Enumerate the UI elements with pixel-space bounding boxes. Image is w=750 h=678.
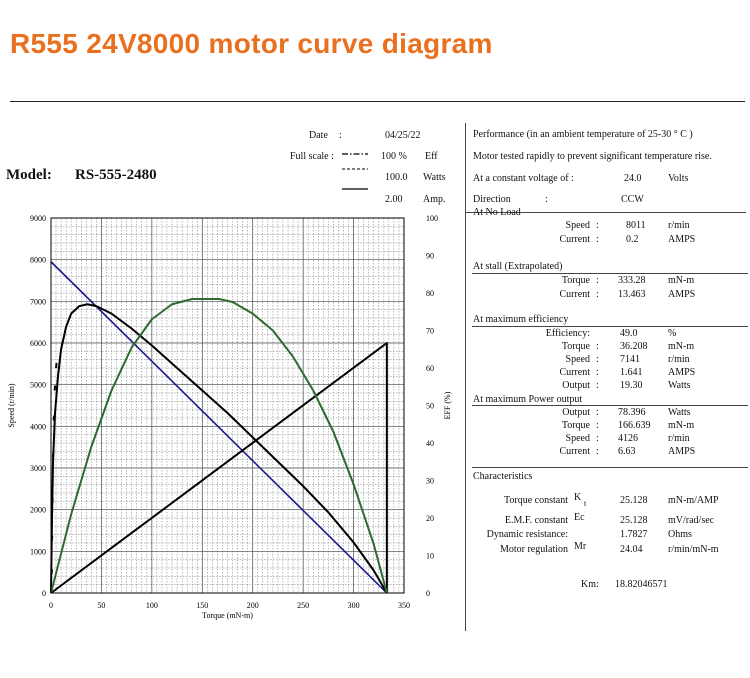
y-left-tick-label: 6000 bbox=[30, 339, 46, 348]
colon: : bbox=[596, 289, 599, 300]
max-power-unit: Watts bbox=[668, 407, 691, 418]
date-label: Date bbox=[309, 130, 328, 141]
max-power-label: Current bbox=[559, 446, 590, 457]
efficiency-start-dash bbox=[56, 363, 57, 368]
y-axis-left-label: Speed (r/min) bbox=[7, 383, 16, 428]
voltage-label: At a constant voltage of : bbox=[473, 173, 574, 184]
no-load-value: 8011 bbox=[626, 220, 646, 231]
max-power-value: 6.63 bbox=[618, 446, 636, 457]
max-eff-label: Speed bbox=[565, 354, 590, 365]
motor-curve-chart bbox=[0, 206, 465, 626]
colon: : bbox=[596, 234, 599, 245]
max-eff-title: At maximum efficiency bbox=[473, 314, 569, 325]
efficiency-start-dash bbox=[52, 569, 53, 574]
y-left-tick-label: 9000 bbox=[30, 214, 46, 223]
y-right-tick-label: 0 bbox=[426, 589, 430, 598]
max-eff-label: Torque bbox=[561, 341, 590, 352]
colon: : bbox=[596, 220, 599, 231]
panel-divider bbox=[465, 123, 466, 631]
scale-eff-value: 100 % bbox=[381, 151, 407, 162]
x-tick-label: 0 bbox=[49, 601, 53, 610]
y-right-tick-label: 90 bbox=[426, 251, 434, 261]
stall-label: Current bbox=[559, 289, 590, 300]
direction-label: Direction bbox=[473, 194, 511, 205]
efficiency-start-dash bbox=[52, 536, 53, 541]
max-eff-value: 19.30 bbox=[620, 380, 643, 391]
scale-watts-unit: Watts bbox=[423, 172, 446, 183]
x-tick-label: 300 bbox=[347, 601, 360, 610]
characteristic-label: Torque constant bbox=[503, 495, 568, 506]
max-eff-unit: r/min bbox=[668, 354, 690, 365]
direction-colon: : bbox=[545, 194, 548, 205]
x-tick-label: 50 bbox=[97, 601, 106, 610]
performance-line1: Performance (in an ambient temperature of 25-30 ° C ) bbox=[473, 129, 693, 140]
max-eff-unit: % bbox=[668, 328, 677, 339]
y-right-tick-label: 30 bbox=[426, 476, 434, 486]
max-eff-unit: AMPS bbox=[668, 367, 696, 378]
efficiency-start-dash bbox=[52, 498, 53, 503]
y-right-tick-label: 40 bbox=[426, 439, 434, 448]
characteristic-subscript: t bbox=[584, 499, 587, 508]
max-power-label: Output bbox=[562, 407, 590, 418]
x-tick-label: 350 bbox=[398, 601, 410, 610]
stall-title: At stall (Extrapolated) bbox=[473, 261, 563, 272]
x-tick-label: 150 bbox=[196, 601, 209, 610]
y-left-tick-label: 2000 bbox=[30, 505, 46, 515]
rule-stall bbox=[472, 273, 748, 274]
x-tick-label: 200 bbox=[246, 601, 259, 610]
direction-value: CCW bbox=[621, 194, 644, 205]
no-load-value: 0.2 bbox=[626, 234, 639, 245]
max-power-value: 78.396 bbox=[618, 407, 646, 418]
characteristic-value: 1.7827 bbox=[620, 529, 648, 540]
no-load-unit: AMPS bbox=[668, 234, 696, 245]
efficiency-start-dash bbox=[53, 453, 54, 458]
y-left-tick-label: 3000 bbox=[30, 464, 46, 473]
characteristic-value: 24.04 bbox=[620, 544, 643, 555]
y-left-tick-label: 4000 bbox=[30, 422, 46, 432]
no-load-label: Current bbox=[559, 234, 590, 245]
page-title: R555 24V8000 motor curve diagram bbox=[10, 28, 493, 59]
performance-line2: Motor tested rapidly to prevent significant temperature rise. bbox=[473, 151, 712, 162]
characteristic-value: 25.128 bbox=[620, 495, 648, 506]
y-axis-right-label: EFF (%) bbox=[443, 391, 452, 420]
x-tick-label: 250 bbox=[297, 601, 310, 610]
efficiency-start-dash bbox=[54, 416, 55, 421]
x-axis-label: Torque (mN-m) bbox=[202, 611, 253, 620]
colon: : bbox=[596, 433, 599, 444]
chart-grid bbox=[51, 218, 404, 593]
max-power-unit: r/min bbox=[668, 433, 690, 444]
date-colon: : bbox=[339, 130, 342, 141]
stall-unit: AMPS bbox=[668, 289, 696, 300]
stall-value: 333.28 bbox=[618, 275, 646, 286]
y-left-tick-label: 0 bbox=[42, 589, 46, 598]
y-left-tick-label: 8000 bbox=[30, 255, 46, 265]
characteristic-unit: mN-m/AMP bbox=[668, 495, 719, 506]
title-divider bbox=[10, 101, 745, 102]
full-scale-label: Full scale : bbox=[290, 151, 334, 162]
stall-unit: mN-m bbox=[668, 275, 695, 286]
max-eff-label: Output bbox=[562, 380, 590, 391]
max-eff-value: 49.0 bbox=[620, 328, 638, 339]
colon: : bbox=[596, 354, 599, 365]
model-value: RS-555-2480 bbox=[75, 167, 157, 183]
y-left-tick-label: 1000 bbox=[30, 547, 46, 557]
colon: : bbox=[596, 341, 599, 352]
stall-value: 13.463 bbox=[618, 289, 646, 300]
efficiency-start-dash bbox=[55, 386, 56, 391]
characteristic-unit: r/min/mN-m bbox=[668, 544, 719, 555]
max-eff-label: Current bbox=[559, 367, 590, 378]
max-power-label: Speed bbox=[565, 433, 590, 444]
km-label: Km: bbox=[581, 579, 599, 590]
characteristic-unit: Ohms bbox=[668, 529, 692, 540]
legend-line-samples bbox=[340, 148, 370, 193]
colon: : bbox=[596, 380, 599, 391]
max-eff-value: 1.641 bbox=[620, 367, 643, 378]
rule-max-power bbox=[472, 405, 748, 406]
max-power-value: 166.639 bbox=[618, 420, 651, 431]
no-load-title: At No Load bbox=[473, 207, 521, 218]
voltage-value: 24.0 bbox=[624, 173, 642, 184]
y-right-tick-label: 100 bbox=[426, 214, 438, 223]
max-power-unit: mN-m bbox=[668, 420, 695, 431]
y-left-tick-label: 7000 bbox=[30, 297, 46, 307]
max-power-label: Torque bbox=[561, 420, 590, 431]
characteristic-unit: mV/rad/sec bbox=[668, 515, 715, 526]
y-right-tick-label: 70 bbox=[426, 326, 434, 336]
max-power-title: At maximum Power output bbox=[473, 394, 583, 405]
characteristic-label: E.M.F. constant bbox=[504, 515, 568, 526]
max-power-unit: AMPS bbox=[668, 446, 696, 457]
characteristics-title: Characteristics bbox=[473, 471, 533, 482]
y-right-tick-label: 80 bbox=[426, 289, 434, 298]
scale-amp-value: 2.00 bbox=[385, 194, 403, 205]
y-right-tick-label: 20 bbox=[426, 514, 434, 523]
colon: : bbox=[596, 407, 599, 418]
no-load-label: Speed bbox=[565, 220, 590, 231]
characteristic-symbol: Ec bbox=[574, 512, 585, 523]
rule-max-eff bbox=[472, 326, 748, 327]
characteristic-symbol: K bbox=[574, 492, 582, 503]
colon: : bbox=[596, 420, 599, 431]
max-eff-unit: mN-m bbox=[668, 341, 695, 352]
characteristic-value: 25.128 bbox=[620, 515, 648, 526]
scale-watts-value: 100.0 bbox=[385, 172, 408, 183]
scale-amp-unit: Amp. bbox=[423, 194, 446, 205]
max-eff-unit: Watts bbox=[668, 380, 691, 391]
datasheet bbox=[0, 103, 750, 678]
y-right-tick-label: 50 bbox=[426, 401, 434, 411]
max-eff-label: Efficiency: bbox=[545, 328, 590, 339]
y-right-tick-label: 10 bbox=[426, 551, 434, 561]
scale-eff-unit: Eff bbox=[425, 151, 438, 162]
no-load-unit: r/min bbox=[668, 220, 690, 231]
colon: : bbox=[596, 275, 599, 286]
colon: : bbox=[596, 367, 599, 378]
characteristic-symbol: Mr bbox=[574, 541, 587, 552]
x-tick-label: 100 bbox=[145, 601, 158, 610]
rule-characteristics bbox=[472, 467, 748, 468]
colon: : bbox=[596, 446, 599, 457]
y-left-tick-label: 5000 bbox=[30, 380, 46, 390]
voltage-unit: Volts bbox=[668, 173, 689, 184]
max-eff-value: 7141 bbox=[620, 354, 640, 365]
model-label: Model: bbox=[6, 167, 52, 183]
stall-label: Torque bbox=[561, 275, 590, 286]
date-value: 04/25/22 bbox=[385, 130, 421, 141]
km-value: 18.82046571 bbox=[615, 579, 668, 590]
characteristic-label: Dynamic resistance: bbox=[486, 529, 568, 540]
y-right-tick-label: 60 bbox=[426, 364, 434, 373]
max-power-value: 4126 bbox=[618, 433, 638, 444]
characteristic-label: Motor regulation bbox=[499, 544, 568, 555]
max-eff-value: 36.208 bbox=[620, 341, 648, 352]
